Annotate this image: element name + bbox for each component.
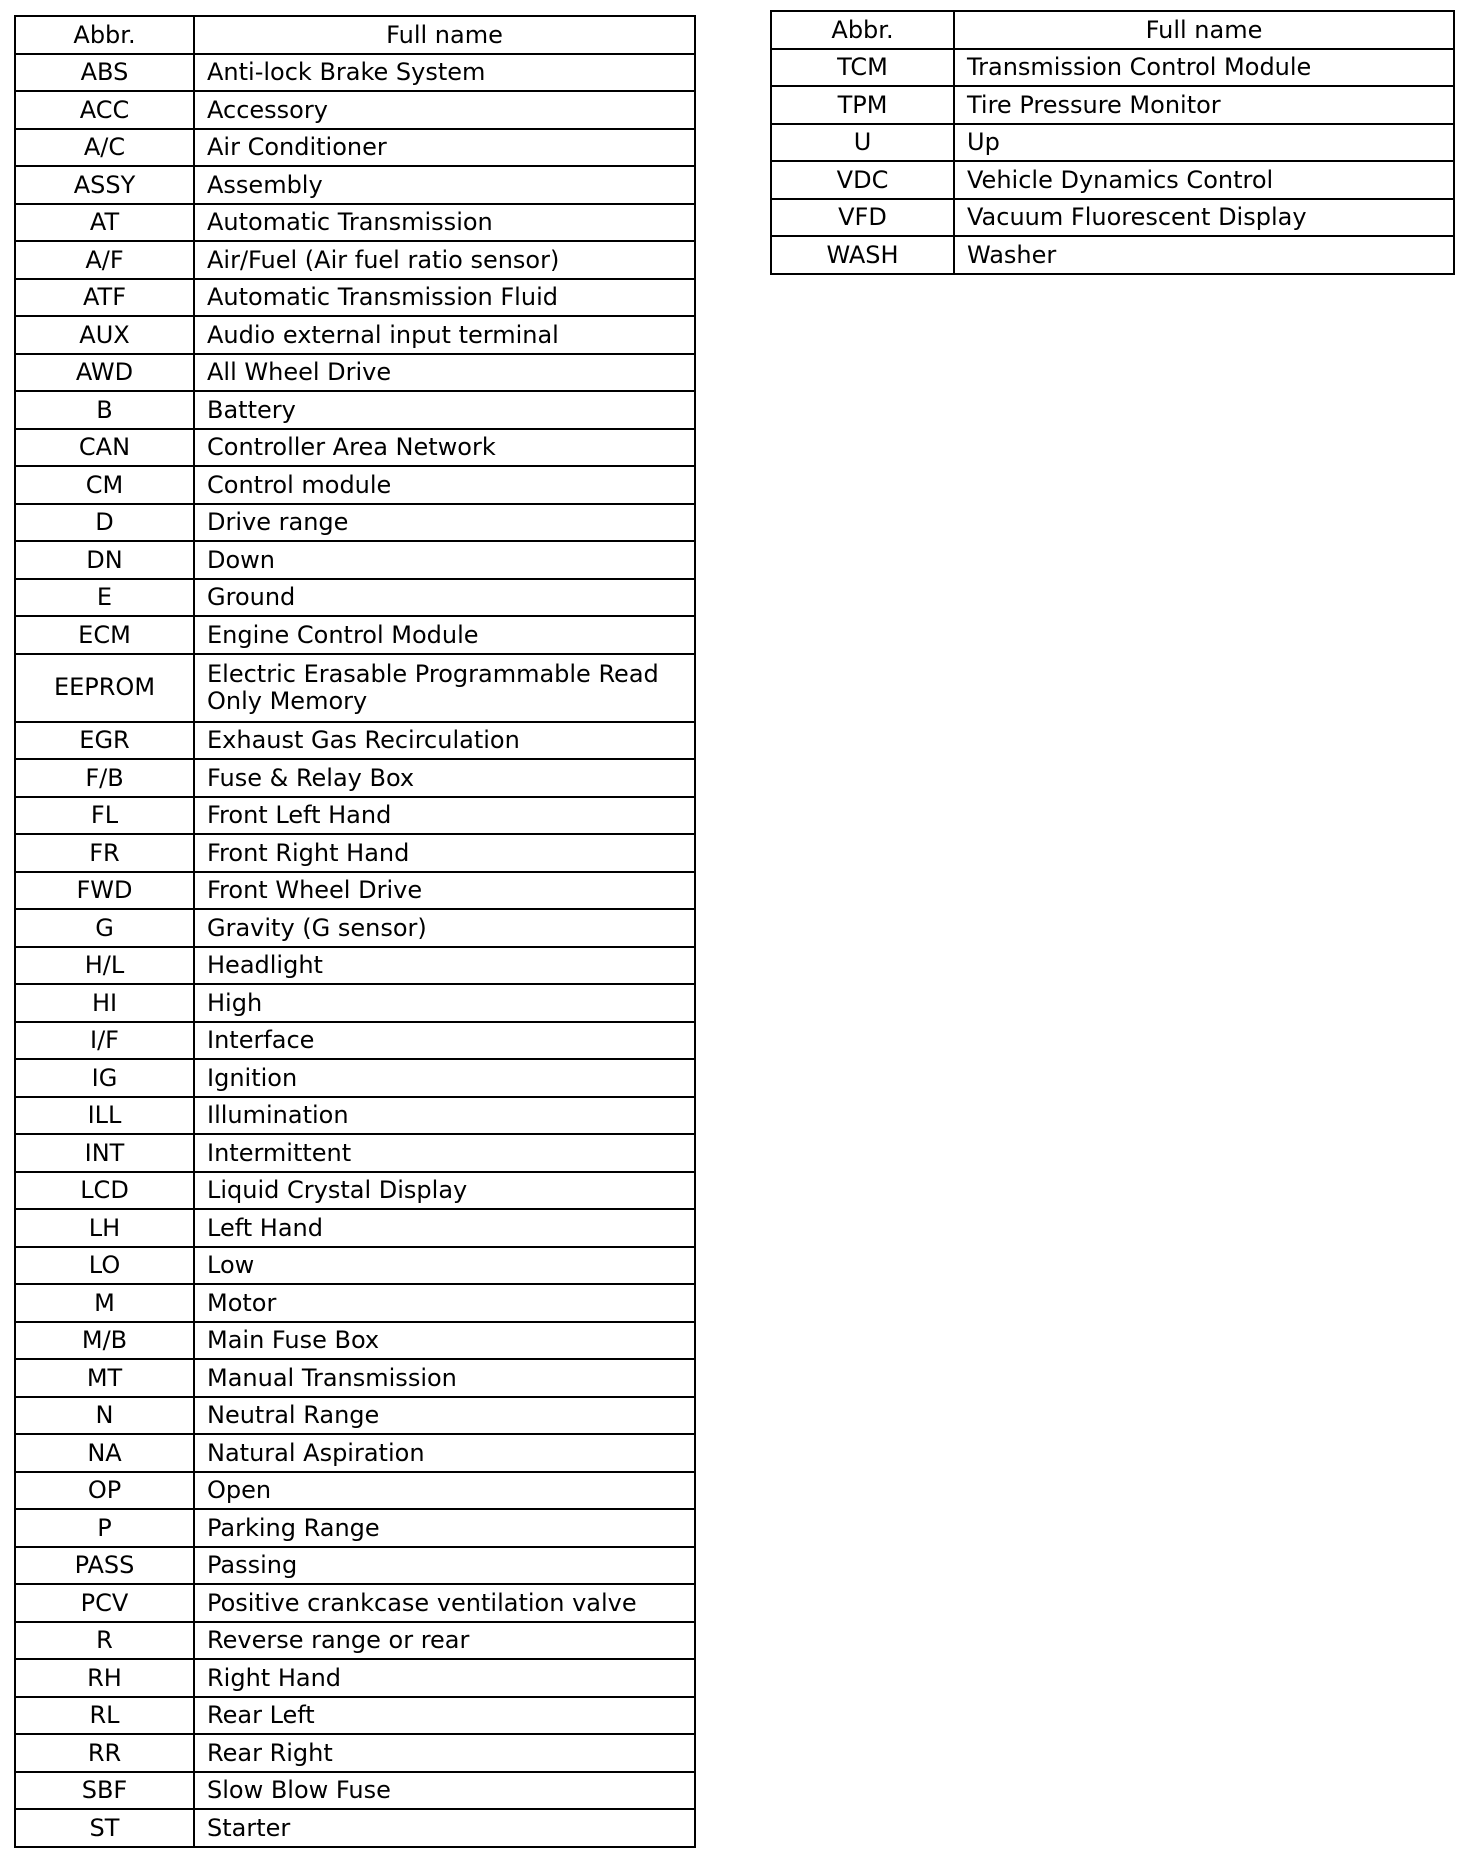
full-name-cell: Control module bbox=[194, 466, 695, 504]
column-header-abbr: Abbr. bbox=[771, 11, 954, 49]
abbreviation-cell: ST bbox=[15, 1809, 194, 1847]
table-row bbox=[15, 54, 695, 92]
abbreviation-cell: LCD bbox=[15, 1172, 194, 1210]
abbreviation-cell: HI bbox=[15, 984, 194, 1022]
table-row bbox=[771, 236, 1454, 274]
table-row bbox=[15, 1547, 695, 1585]
abbreviation-cell: M/B bbox=[15, 1322, 194, 1360]
full-name-cell: Anti-lock Brake System bbox=[194, 54, 695, 92]
full-name-cell: Slow Blow Fuse bbox=[194, 1772, 695, 1810]
table-row bbox=[15, 1022, 695, 1060]
table-row bbox=[771, 199, 1454, 237]
full-name-cell: Motor bbox=[194, 1284, 695, 1322]
full-name-cell: Up bbox=[954, 124, 1454, 162]
table-row bbox=[15, 1097, 695, 1135]
table-row bbox=[15, 1322, 695, 1360]
full-name-cell: Interface bbox=[194, 1022, 695, 1060]
table-row bbox=[15, 166, 695, 204]
abbreviation-cell: ASSY bbox=[15, 166, 194, 204]
abbreviation-cell: AUX bbox=[15, 316, 194, 354]
abbreviation-cell: D bbox=[15, 504, 194, 542]
table-row bbox=[15, 1359, 695, 1397]
table-row bbox=[15, 279, 695, 317]
table-row bbox=[15, 1772, 695, 1810]
table-row bbox=[15, 1697, 695, 1735]
abbreviation-cell: EEPROM bbox=[15, 654, 194, 722]
table-row bbox=[15, 429, 695, 467]
full-name-cell: Rear Right bbox=[194, 1734, 695, 1772]
table-row bbox=[771, 124, 1454, 162]
abbreviation-cell: PCV bbox=[15, 1584, 194, 1622]
full-name-cell: Front Right Hand bbox=[194, 834, 695, 872]
full-name-cell: Front Wheel Drive bbox=[194, 872, 695, 910]
full-name-cell: Left Hand bbox=[194, 1209, 695, 1247]
table-row bbox=[15, 1622, 695, 1660]
table-row bbox=[15, 1397, 695, 1435]
abbreviation-cell: ILL bbox=[15, 1097, 194, 1135]
full-name-cell: Down bbox=[194, 541, 695, 579]
abbreviation-cell: WASH bbox=[771, 236, 954, 274]
full-name-cell: High bbox=[194, 984, 695, 1022]
abbreviation-cell: U bbox=[771, 124, 954, 162]
abbreviation-cell: ABS bbox=[15, 54, 194, 92]
full-name-cell: Right Hand bbox=[194, 1659, 695, 1697]
abbreviation-cell: B bbox=[15, 391, 194, 429]
abbreviation-table-left bbox=[14, 15, 696, 1848]
table-row bbox=[771, 161, 1454, 199]
full-name-cell: Accessory bbox=[194, 91, 695, 129]
full-name-cell: Reverse range or rear bbox=[194, 1622, 695, 1660]
abbreviation-cell: P bbox=[15, 1509, 194, 1547]
abbreviation-cell: VFD bbox=[771, 199, 954, 237]
abbreviation-cell: N bbox=[15, 1397, 194, 1435]
table-row bbox=[15, 241, 695, 279]
table-row bbox=[15, 872, 695, 910]
table-row bbox=[15, 1059, 695, 1097]
full-name-cell: Vehicle Dynamics Control bbox=[954, 161, 1454, 199]
table-row bbox=[15, 129, 695, 167]
full-name-cell: Illumination bbox=[194, 1097, 695, 1135]
table-row bbox=[15, 654, 695, 722]
full-name-cell: Natural Aspiration bbox=[194, 1434, 695, 1472]
abbreviation-cell: OP bbox=[15, 1472, 194, 1510]
table-row bbox=[15, 204, 695, 242]
full-name-cell: Intermittent bbox=[194, 1134, 695, 1172]
abbreviation-cell: CAN bbox=[15, 429, 194, 467]
full-name-cell: Ignition bbox=[194, 1059, 695, 1097]
table-row bbox=[15, 1284, 695, 1322]
table-row bbox=[15, 504, 695, 542]
full-name-cell: Open bbox=[194, 1472, 695, 1510]
full-name-cell: Controller Area Network bbox=[194, 429, 695, 467]
table-row bbox=[15, 91, 695, 129]
abbreviation-cell: FL bbox=[15, 797, 194, 835]
table-row bbox=[15, 1172, 695, 1210]
full-name-cell: Parking Range bbox=[194, 1509, 695, 1547]
table-row bbox=[15, 834, 695, 872]
table-row bbox=[15, 1734, 695, 1772]
full-name-cell: Starter bbox=[194, 1809, 695, 1847]
full-name-cell: Battery bbox=[194, 391, 695, 429]
abbreviation-cell: LO bbox=[15, 1247, 194, 1285]
table-row bbox=[15, 541, 695, 579]
abbreviation-cell: NA bbox=[15, 1434, 194, 1472]
abbreviation-cell: AWD bbox=[15, 354, 194, 392]
abbreviation-cell: FR bbox=[15, 834, 194, 872]
full-name-cell: Positive crankcase ventilation valve bbox=[194, 1584, 695, 1622]
full-name-cell: Passing bbox=[194, 1547, 695, 1585]
full-name-cell: Main Fuse Box bbox=[194, 1322, 695, 1360]
full-name-cell: All Wheel Drive bbox=[194, 354, 695, 392]
table-row bbox=[15, 722, 695, 760]
full-name-cell: Air Conditioner bbox=[194, 129, 695, 167]
table-row bbox=[15, 1659, 695, 1697]
abbreviation-cell: LH bbox=[15, 1209, 194, 1247]
abbreviation-cell: IG bbox=[15, 1059, 194, 1097]
abbreviation-cell: TPM bbox=[771, 86, 954, 124]
abbreviation-cell: CM bbox=[15, 466, 194, 504]
full-name-cell: Gravity (G sensor) bbox=[194, 909, 695, 947]
full-name-cell: Assembly bbox=[194, 166, 695, 204]
table-row bbox=[15, 466, 695, 504]
abbreviation-cell: A/C bbox=[15, 129, 194, 167]
full-name-cell: Electric Erasable Programmable Read Only Memory bbox=[194, 654, 695, 722]
table-row bbox=[15, 579, 695, 617]
full-name-cell: Neutral Range bbox=[194, 1397, 695, 1435]
full-name-cell: Drive range bbox=[194, 504, 695, 542]
column-header-abbr: Abbr. bbox=[15, 16, 194, 54]
abbreviation-cell: ECM bbox=[15, 616, 194, 654]
table-row bbox=[15, 1247, 695, 1285]
full-name-cell: Engine Control Module bbox=[194, 616, 695, 654]
table-row bbox=[15, 797, 695, 835]
full-name-cell: Ground bbox=[194, 579, 695, 617]
table-row bbox=[15, 1134, 695, 1172]
table-row bbox=[15, 1434, 695, 1472]
table-row bbox=[15, 354, 695, 392]
abbreviation-cell: EGR bbox=[15, 722, 194, 760]
full-name-cell: Rear Left bbox=[194, 1697, 695, 1735]
full-name-cell: Liquid Crystal Display bbox=[194, 1172, 695, 1210]
abbreviation-cell: ACC bbox=[15, 91, 194, 129]
table-row bbox=[15, 759, 695, 797]
abbreviation-cell: A/F bbox=[15, 241, 194, 279]
full-name-cell: Headlight bbox=[194, 947, 695, 985]
abbreviation-cell: PASS bbox=[15, 1547, 194, 1585]
abbreviation-cell: TCM bbox=[771, 49, 954, 87]
abbreviation-cell: H/L bbox=[15, 947, 194, 985]
abbreviation-cell: ATF bbox=[15, 279, 194, 317]
table-row bbox=[15, 391, 695, 429]
abbreviation-cell: MT bbox=[15, 1359, 194, 1397]
abbreviation-cell: I/F bbox=[15, 1022, 194, 1060]
table-row bbox=[15, 616, 695, 654]
column-header-full-name: Full name bbox=[954, 11, 1454, 49]
table-row bbox=[15, 984, 695, 1022]
abbreviation-cell: G bbox=[15, 909, 194, 947]
table-row bbox=[15, 1209, 695, 1247]
table-row bbox=[15, 947, 695, 985]
full-name-cell: Vacuum Fluorescent Display bbox=[954, 199, 1454, 237]
abbreviation-cell: F/B bbox=[15, 759, 194, 797]
full-name-cell: Transmission Control Module bbox=[954, 49, 1454, 87]
table-row bbox=[15, 909, 695, 947]
table-row bbox=[15, 1809, 695, 1847]
full-name-cell: Automatic Transmission Fluid bbox=[194, 279, 695, 317]
table-header-row bbox=[15, 16, 695, 54]
full-name-cell: Manual Transmission bbox=[194, 1359, 695, 1397]
table-row bbox=[771, 49, 1454, 87]
abbreviation-cell: AT bbox=[15, 204, 194, 242]
full-name-cell: Tire Pressure Monitor bbox=[954, 86, 1454, 124]
abbreviation-table-right bbox=[770, 10, 1455, 275]
full-name-cell: Automatic Transmission bbox=[194, 204, 695, 242]
full-name-cell: Air/Fuel (Air fuel ratio sensor) bbox=[194, 241, 695, 279]
table-row bbox=[771, 86, 1454, 124]
abbreviation-cell: RR bbox=[15, 1734, 194, 1772]
abbreviation-cell: E bbox=[15, 579, 194, 617]
abbreviation-cell: RH bbox=[15, 1659, 194, 1697]
abbreviation-cell: SBF bbox=[15, 1772, 194, 1810]
full-name-cell: Exhaust Gas Recirculation bbox=[194, 722, 695, 760]
abbreviation-cell: INT bbox=[15, 1134, 194, 1172]
column-header-full-name: Full name bbox=[194, 16, 695, 54]
abbreviation-cell: RL bbox=[15, 1697, 194, 1735]
table-row bbox=[15, 1472, 695, 1510]
abbreviation-cell: DN bbox=[15, 541, 194, 579]
abbreviation-cell: R bbox=[15, 1622, 194, 1660]
table-row bbox=[15, 1584, 695, 1622]
full-name-cell: Audio external input terminal bbox=[194, 316, 695, 354]
full-name-cell: Fuse & Relay Box bbox=[194, 759, 695, 797]
full-name-cell: Low bbox=[194, 1247, 695, 1285]
abbreviation-cell: FWD bbox=[15, 872, 194, 910]
table-row bbox=[15, 316, 695, 354]
full-name-cell: Washer bbox=[954, 236, 1454, 274]
full-name-cell: Front Left Hand bbox=[194, 797, 695, 835]
table-row bbox=[15, 1509, 695, 1547]
abbreviation-cell: M bbox=[15, 1284, 194, 1322]
abbreviation-cell: VDC bbox=[771, 161, 954, 199]
table-header-row bbox=[771, 11, 1454, 49]
